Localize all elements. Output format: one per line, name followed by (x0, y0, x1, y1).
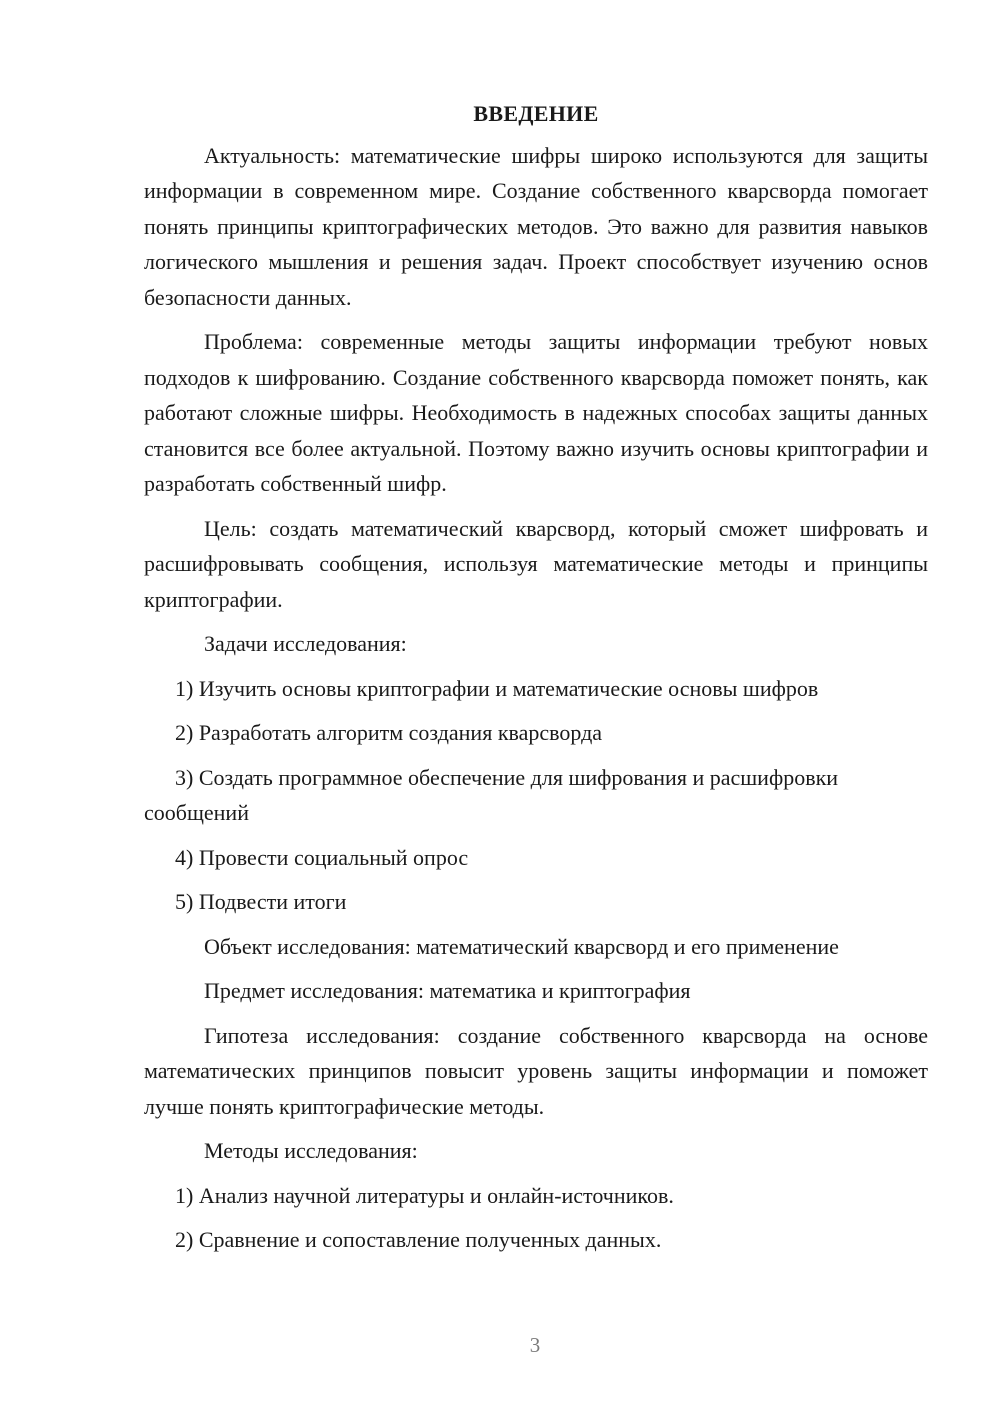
list-item: 2) Сравнение и сопоставление полученных данных. (175, 1227, 662, 1252)
relevance-paragraph: Актуальность: математические шифры широко используются для защиты информации в современном мире. Создание собственного кварсворда помогает понять принципы криптографических методов. Это важно для развития навыков логического мышления и решения задач. Проект способствует изучению основ безопасности данных. (144, 142, 928, 310)
list-item: 1) Анализ научной литературы и онлайн-источников. (175, 1182, 674, 1208)
problem-paragraph: Проблема: современные методы защиты информации требуют новых подходов к шифрованию. Создание собственного кварсворда поможет понять, как работают сложные шифры. Необходимость в надежных способах защиты данных становится все более актуальной. Поэтому важно изучить основы криптографии и разработать собственный шифр. (144, 329, 928, 496)
list-item: 3) Создать программное обеспечение для шифрования и расшифровки сообщений (144, 764, 839, 825)
list-item: 5) Подвести итоги (175, 889, 347, 914)
section-title: ВВЕДЕНИЕ (473, 101, 599, 126)
list-item: 1) Изучить основы криптографии и математические основы шифров (175, 675, 819, 701)
list-item: 4) Провести социальный опрос (175, 844, 469, 870)
page-number: 3 (529, 1333, 541, 1357)
subject-paragraph: Предмет исследования: математика и криптография (204, 978, 691, 1003)
tasks-list (144, 671, 928, 920)
list-item: 2) Разработать алгоритм создания кварсворда (175, 720, 603, 745)
document-body (144, 96, 928, 1267)
goal-paragraph: Цель: создать математический кварсворд, который сможет шифровать и расшифровывать сообщения, используя математические методы и принципы криптографии. (144, 515, 928, 612)
object-paragraph: Объект исследования: математический кварсворд и его применение (204, 933, 839, 959)
tasks-heading: Задачи исследования: (204, 631, 407, 656)
methods-list (144, 1178, 928, 1258)
hypothesis-paragraph: Гипотеза исследования: создание собственного кварсворда на основе математических принципов повысит уровень защиты информации и поможет лучше понять криптографические методы. (144, 1022, 928, 1119)
methods-heading: Методы исследования: (204, 1138, 418, 1163)
